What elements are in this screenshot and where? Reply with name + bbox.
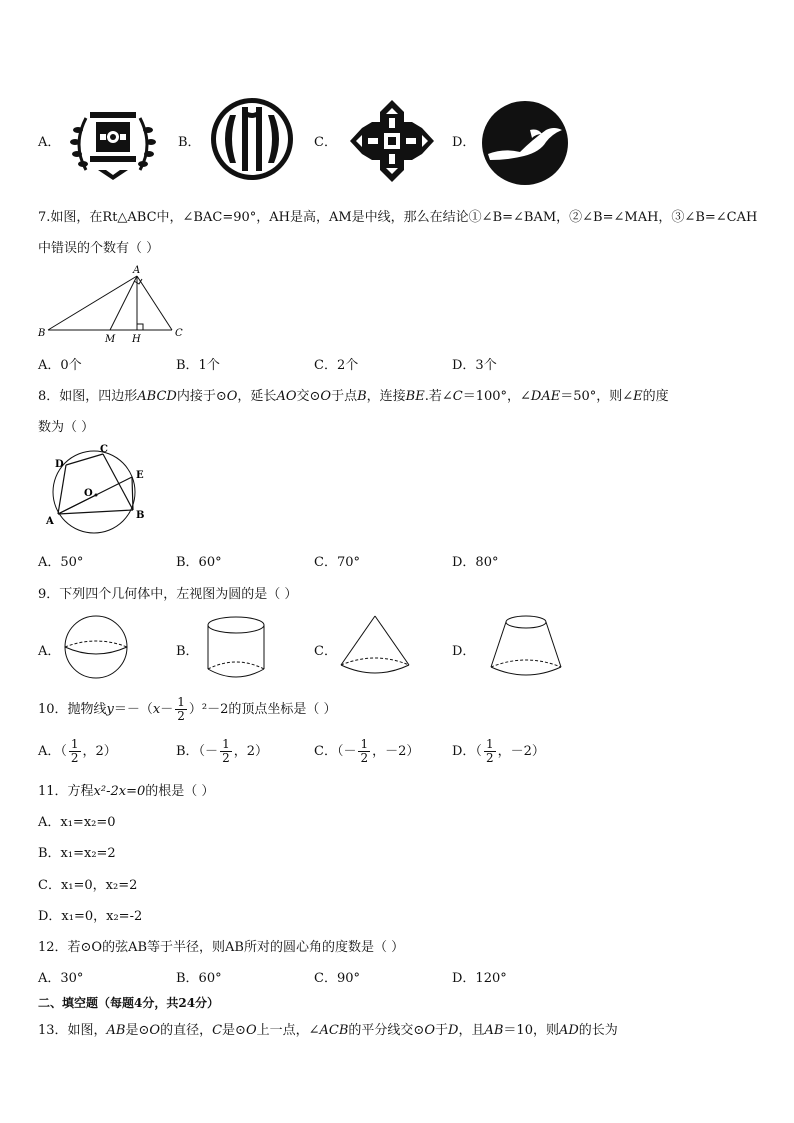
bird-disc-logo-icon	[480, 100, 570, 186]
wreath-emblem-icon	[68, 100, 158, 184]
sphere-icon	[62, 614, 132, 680]
q8-stem-line1: 8．如图，四边形ABCD内接于⊙O，延长AO交⊙O于点B，连接BE.若∠C＝100°，∠DAE＝50°，则∠E的度	[38, 389, 669, 404]
q11-option-d: D．x₁=0，x₂=-2	[38, 909, 143, 924]
q9-option-c-label: C．	[314, 644, 337, 659]
q12-stem: 12．若⊙O的弦AB等于半径，则AB所对的圆心角的度数是（ ）	[38, 940, 405, 955]
q7-label-m: M	[105, 334, 116, 345]
q6-option-a-label: A．	[38, 135, 61, 150]
q7-label-h: H	[132, 334, 141, 345]
q8-stem-line2: 数为（ ）	[38, 420, 95, 435]
q7-stem-line1: 7.如图，在Rt△ABC中，∠BAC=90°，AH是高，AM是中线，那么在结论①∠B=∠BAM，②∠B=∠MAH，③∠B=∠CAH	[38, 210, 758, 225]
q7-option-c: C．2个	[314, 358, 359, 373]
q6-option-d-label: D．	[452, 135, 476, 150]
q9-option-d-label: D．	[452, 644, 476, 659]
q10-fraction: $\frac{1}{2}$	[177, 695, 185, 723]
q6-option-c-label: C．	[314, 135, 337, 150]
q11-stem: 11．方程x²-2x=0的根是（ ）	[38, 784, 215, 799]
q6-option-b-label: B．	[178, 135, 201, 150]
q10-option-d: D．（ $\frac{1}{2}$ ，－2）	[452, 737, 545, 765]
q8-option-a: A．50°	[38, 555, 84, 570]
q8-label-a: A	[46, 516, 54, 527]
q7-option-a: A．0个	[38, 358, 82, 373]
section-2-title: 二、填空题（每题4分，共24分）	[38, 996, 220, 1010]
q13-stem: 13．如图，AB是⊙O的直径，C是⊙O上一点，∠ACB的平分线交⊙O于D，且AB＝10，则AD的长为	[38, 1023, 618, 1038]
q7-option-d: D．3个	[452, 358, 497, 373]
q8-option-c: C．70°	[314, 555, 360, 570]
q10-stem: 10．抛物线y＝－（x－ $\frac{1}{2}$ ）²－2的顶点坐标是（ ）	[38, 695, 337, 723]
frustum-icon	[488, 612, 564, 682]
q8-option-b: B．60°	[176, 555, 222, 570]
q8-label-c: C	[100, 444, 108, 455]
q9-option-a-label: A．	[38, 644, 61, 659]
pillar-circle-logo-icon	[208, 95, 296, 183]
cone-icon	[338, 612, 412, 680]
q9-stem: 9．下列四个几何体中，左视图为圆的是（ ）	[38, 587, 298, 602]
q8-label-d: D	[55, 459, 64, 470]
q10-option-a: A．（ $\frac{1}{2}$ ，2）	[38, 737, 117, 765]
q7-label-a: A	[133, 265, 141, 276]
q8-option-d: D．80°	[452, 555, 499, 570]
q12-option-a: A．30°	[38, 971, 84, 986]
cross-ornament-icon	[348, 98, 436, 184]
q8-label-e: E	[136, 470, 144, 481]
q11-option-c: C．x₁=0，x₂=2	[38, 878, 138, 893]
q12-option-d: D．120°	[452, 971, 507, 986]
q9-option-b-label: B．	[176, 644, 199, 659]
q10-option-b: B．（－ $\frac{1}{2}$ ，2）	[176, 737, 268, 765]
q11-option-b: B．x₁=x₂=2	[38, 846, 116, 861]
q8-label-o: O	[84, 488, 93, 499]
q7-stem-line2: 中错误的个数有（ ）	[38, 241, 160, 256]
q8-circle-figure	[40, 440, 160, 536]
q7-option-b: B．1个	[176, 358, 220, 373]
q8-label-b: B	[136, 510, 145, 521]
q11-option-a: A．x₁=x₂=0	[38, 815, 116, 830]
q12-option-c: C．90°	[314, 971, 360, 986]
q10-option-c: C．（－ $\frac{1}{2}$ ，－2）	[314, 737, 420, 765]
q7-label-b: B	[38, 328, 46, 339]
q7-triangle-figure	[36, 264, 186, 346]
cylinder-icon	[205, 614, 269, 680]
q12-option-b: B．60°	[176, 971, 222, 986]
q7-label-c: C	[175, 328, 183, 339]
